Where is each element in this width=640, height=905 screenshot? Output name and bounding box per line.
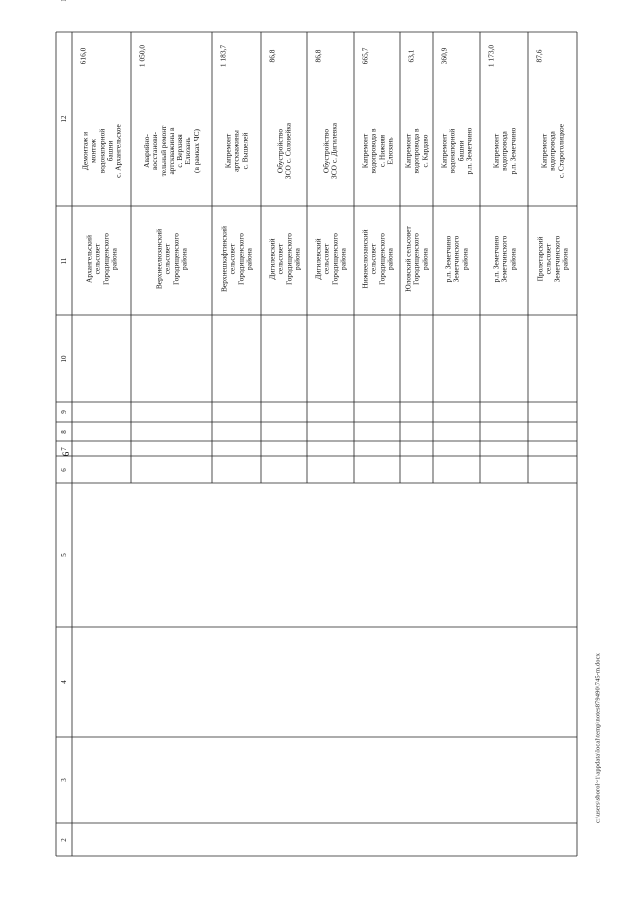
work-line: водопровода [499,131,509,171]
work-line: Капремонт [223,133,233,169]
region-line: сельсовет [162,243,172,275]
column-number-8: 8 [60,429,68,434]
region-line: Городищенского [236,233,245,285]
region-line: Городищенского [283,233,293,285]
work-line: ЗСО с. Дигилевка [330,123,339,179]
work-line: Капремонт [439,133,449,169]
row-work-description [81,103,122,199]
row-work-description [143,103,201,199]
region-line: Городищенского [171,233,180,285]
row-work-description [492,103,517,199]
work-line: тельный ремонт [158,125,168,177]
work-line: Обустройство [275,128,285,174]
row-work-description [225,103,250,199]
footer-file-path: c:\users\sborol~1\appdata\local\temp\notes879490\745-m.docx [594,653,602,823]
work-line: Елюзань [183,137,193,165]
work-line: Капремонт [539,133,549,169]
region-line: Городищенского [376,233,386,285]
region-line: района [338,248,348,270]
region-line: Верхнешкафтинский [219,226,229,292]
work-line: водопровода в [368,128,378,174]
region-line: Земетчинского [499,235,509,283]
region-line: района [460,248,470,270]
row-region-name [361,207,394,311]
region-line: Дигилевский [313,238,323,280]
work-line: с. Верхняя [175,134,185,168]
work-line: Обустройство [321,128,331,174]
region-line: сельсовет [368,243,378,275]
page-number: 6 [61,451,71,457]
region-line: Верхнеелюзанский [154,228,164,290]
column-number-11: 11 [60,257,68,264]
region-line: р.п. Земетчино [443,235,453,283]
region-line: Дигилевский [266,238,276,280]
region-line: сельсовет [227,243,237,275]
row-region-name [536,207,569,311]
row-work-description [405,103,430,199]
row-amount: 63,1 [406,49,416,63]
work-line: монтаж [88,138,98,164]
work-line: Капремонт [403,133,413,169]
row-region-name [445,207,470,311]
column-number-4: 4 [60,680,68,684]
work-line: водонапорной [447,128,457,174]
region-line: сельсовет [275,243,285,275]
column-number-12: 12 [60,115,68,123]
work-line: р.п. Земетчино [464,127,474,175]
work-line: с. Кардаво [420,134,430,168]
region-line: района [507,248,517,270]
row-region-name [314,207,347,311]
work-line: Демонтаж и [80,131,90,171]
work-line: с. Вышелей [240,132,250,170]
row-amount: 616,0 [78,47,88,65]
row-region-name [492,207,517,311]
row-amount: 1 183,7 [218,44,228,68]
work-line: (в рамках ЧС) [191,129,201,173]
column-number-3: 3 [60,778,68,782]
region-line: Земетчинского [451,235,461,283]
work-line: ЗСО с. Соловейка [283,122,293,180]
row-amount: 360,9 [439,47,449,65]
row-work-description [361,103,394,199]
region-line: района [109,248,119,270]
region-line: сельсовет [92,243,102,275]
work-line: водонапорной [96,128,106,174]
row-amount: 665,7 [360,47,370,65]
work-line: восстанови- [150,131,160,171]
region-line: Городищенского [101,233,110,285]
work-line: артскважины в [166,127,176,175]
column-number-2: 2 [60,837,68,842]
row-work-description [276,103,293,199]
region-line: сельсовет [321,243,331,275]
row-amount: 87,6 [534,49,544,63]
work-line: водопровода в [411,128,421,174]
row-amount: 1 050,0 [137,44,147,68]
region-line: Нижнеелюзанский [359,229,369,289]
column-number-1: 1 [60,0,68,2]
row-amount: 86,8 [313,49,323,63]
region-line: Земетчинского [552,235,561,283]
region-line: района [179,248,189,270]
work-line: башни [456,140,465,162]
work-line: с. Архангельское [113,124,123,178]
work-line: с. Староголицкое [556,123,566,179]
region-line: района [384,248,394,270]
row-work-description [541,103,566,199]
column-number-7: 7 [60,446,68,451]
work-line: Аварийно- [141,134,151,168]
work-line: р.п. Земетчино [507,127,517,175]
column-number-6: 6 [60,467,68,472]
row-region-name [220,207,253,311]
region-line: Архангельский [84,235,94,283]
row-amount: 1 173,0 [486,44,496,68]
column-number-5: 5 [60,553,68,557]
row-work-description [440,103,473,199]
column-number-9: 9 [60,410,68,414]
region-line: Юловский сельсовет [403,226,413,292]
row-region-name [85,207,118,311]
work-line: Капремонт [359,133,369,169]
row-region-name [155,207,188,311]
region-line: района [244,248,254,270]
region-line: района [291,248,301,270]
region-line: Городищенского [411,233,421,285]
work-line: Елюзань [384,137,394,165]
work-line: с. Нижняя [376,134,386,168]
row-region-name [405,207,430,311]
work-line: артскважины [231,130,241,172]
region-line: сельсовет [543,243,553,275]
region-line: района [420,248,430,270]
region-line: Пролетарский [535,236,545,282]
row-region-name [268,207,301,311]
work-line: Капремонт [491,133,501,169]
work-line: водопровода [547,131,557,171]
row-work-description [323,103,340,199]
region-line: р.п. Земетчино [491,235,501,283]
region-line: района [560,248,570,270]
column-number-10: 10 [60,355,68,362]
row-amount: 86,8 [267,49,277,63]
work-line: башни [105,140,115,162]
region-line: Городищенского [330,233,339,285]
